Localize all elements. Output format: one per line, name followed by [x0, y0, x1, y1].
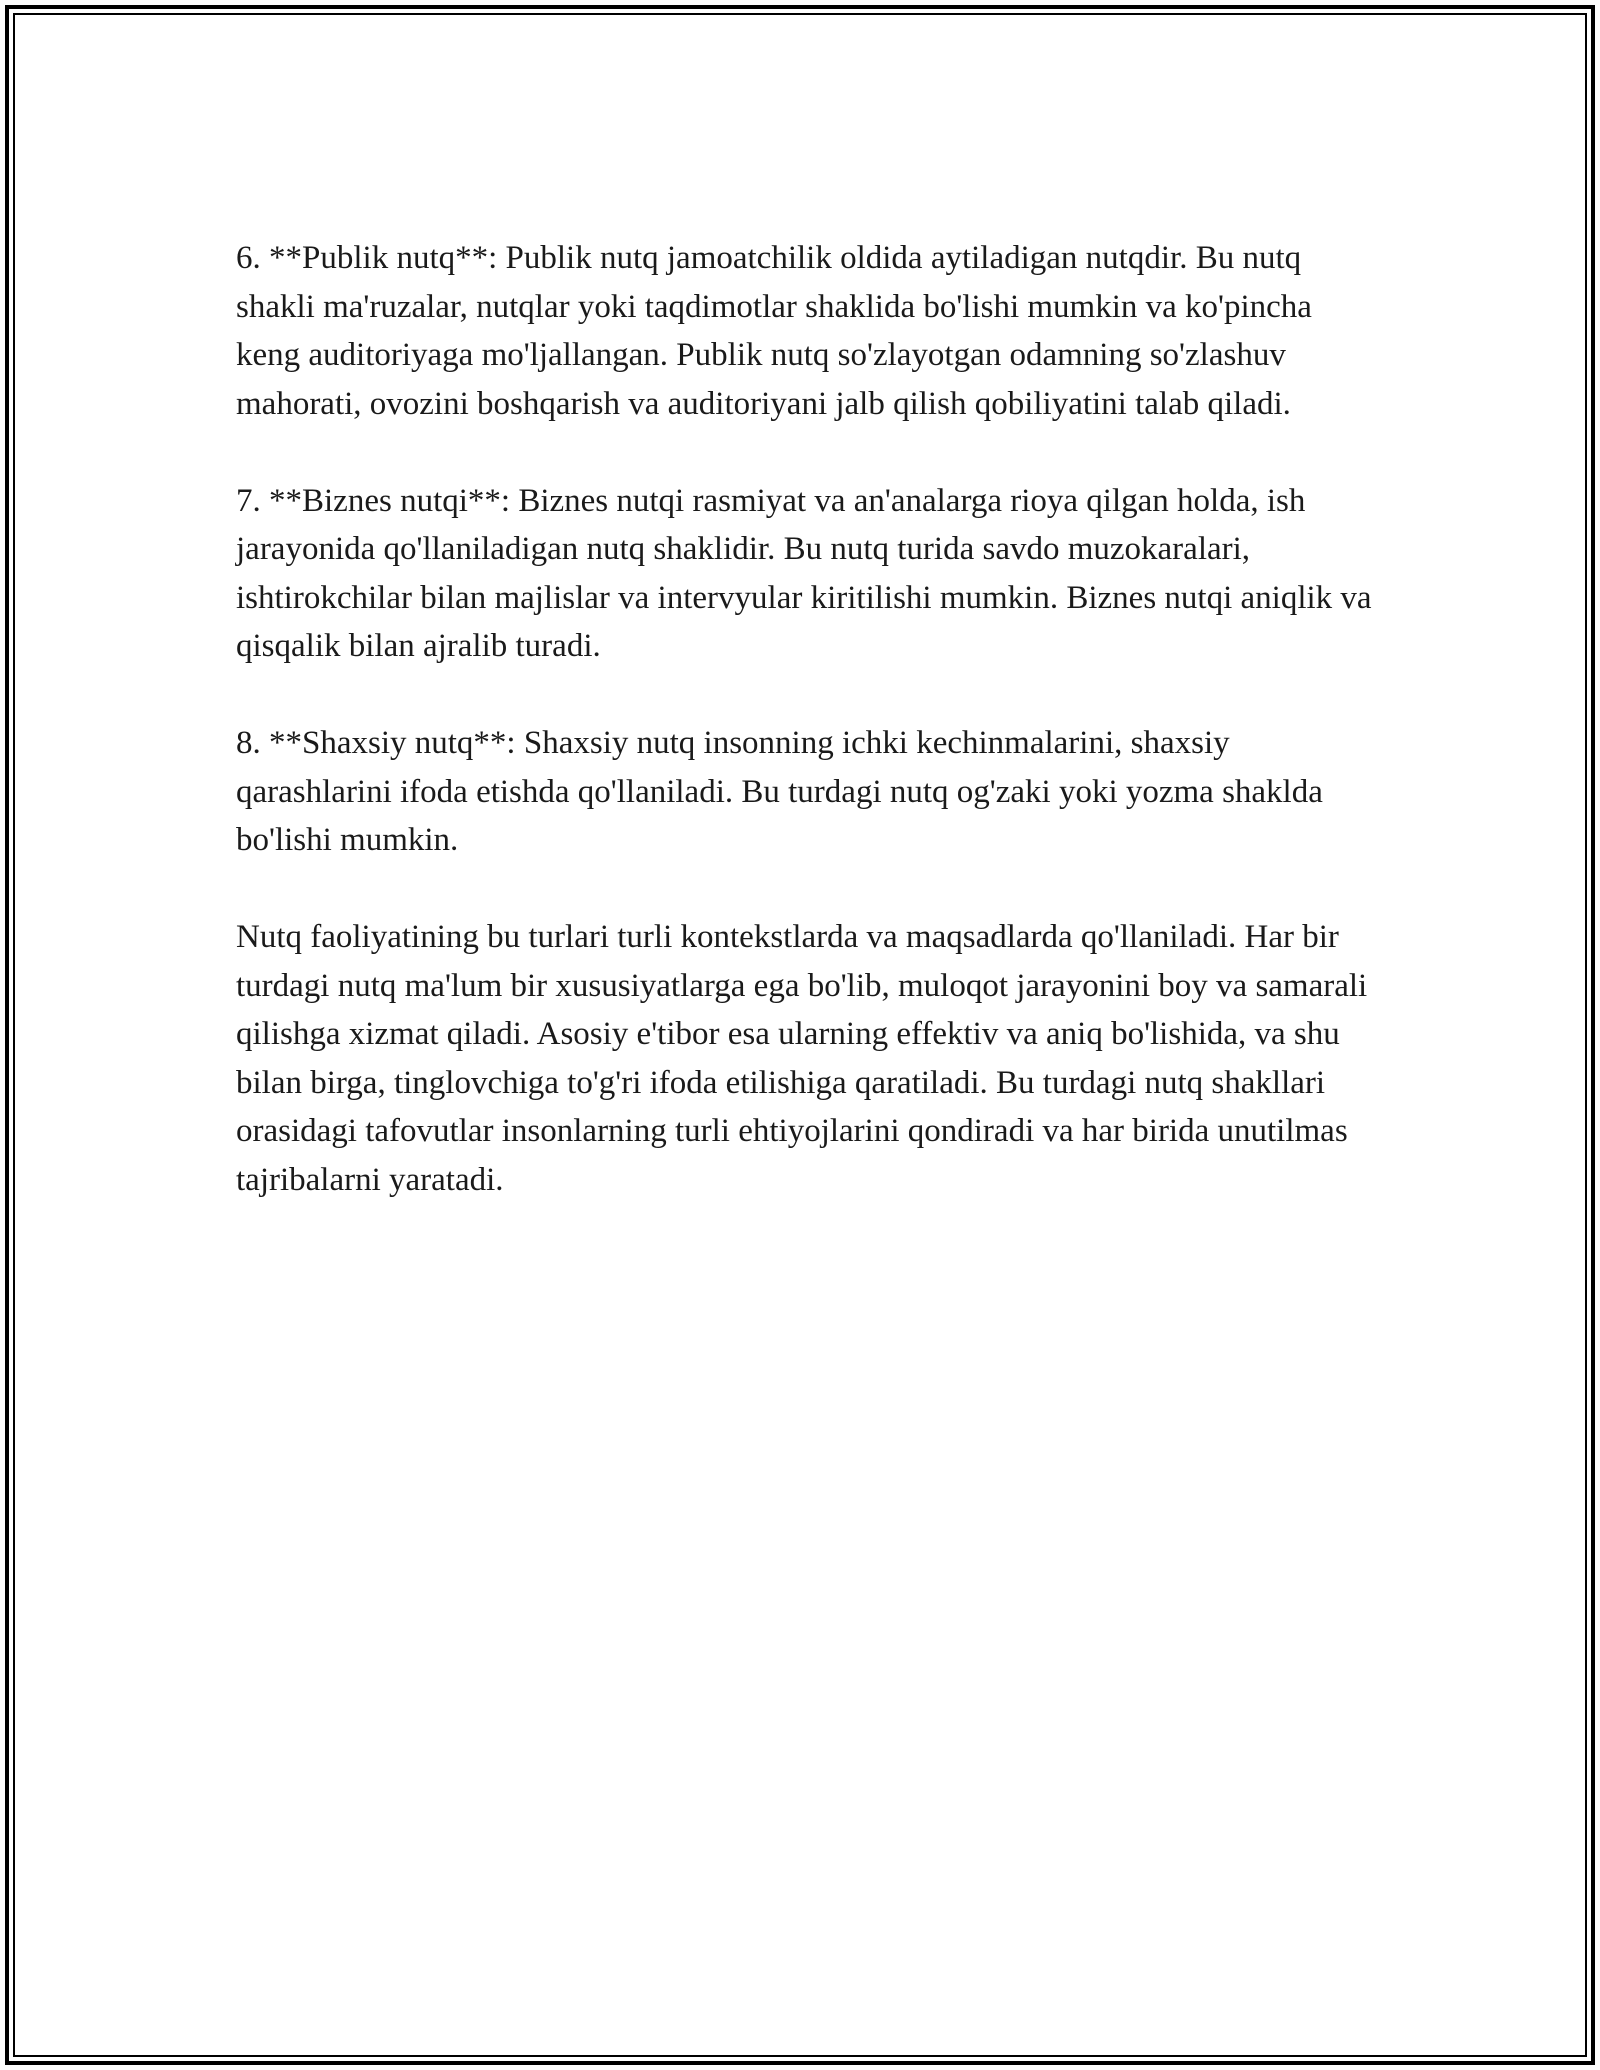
paragraph-conclusion: Nutq faoliyatining bu turlari turli kontekstlarda va maqsadlarda qo'llaniladi. Har bir turdagi nutq ma'lum bir xususiyatlarga ega bo'lib, muloqot jarayonini boy va samarali qilishga xizmat qiladi. Asosiy e'tibor esa ularning effektiv va aniq bo'lishida, va shu bilan birga, tinglovchiga to'g'ri ifoda etilishiga qaratiladi. Bu turdagi nutq shakllari orasidagi tafovutlar insonlarning turli ehtiyojlarini qondiradi va har birida unutilmas tajribalarni yaratadi.	[236, 919, 1368, 1198]
paragraph-publik-nutq: 6. **Publik nutq**: Publik nutq jamoatchilik oldida aytiladigan nutqdir. Bu nutq shakli ma'ruzalar, nutqlar yoki taqdimotlar shaklida bo'lishi mumkin va ko'pincha keng auditoriyaga mo'ljallangan. Publik nutq so'zlayotgan odamning so'zlashuv mahorati, ovozini boshqarish va auditoriyani jalb qilish qobiliyatini talab qiladi.	[236, 240, 1312, 422]
document-body	[236, 234, 1376, 1253]
paragraph-shaxsiy-nutq: 8. **Shaxsiy nutq**: Shaxsiy nutq insonning ichki kechinmalarini, shaxsiy qarashlarini ifoda etishda qo'llaniladi. Bu turdagi nutq og'zaki yoki yozma shaklda bo'lishi mumkin.	[236, 725, 1323, 858]
paragraph-biznes-nutqi: 7. **Biznes nutqi**: Biznes nutqi rasmiyat va an'analarga rioya qilgan holda, ish jarayonida qo'llaniladigan nutq shaklidir. Bu nutq turida savdo muzokaralari, ishtirokchilar bilan majlislar va intervyular kiritilishi mumkin. Biznes nutqi aniqlik va qisqalik bilan ajralib turadi.	[236, 482, 1372, 664]
